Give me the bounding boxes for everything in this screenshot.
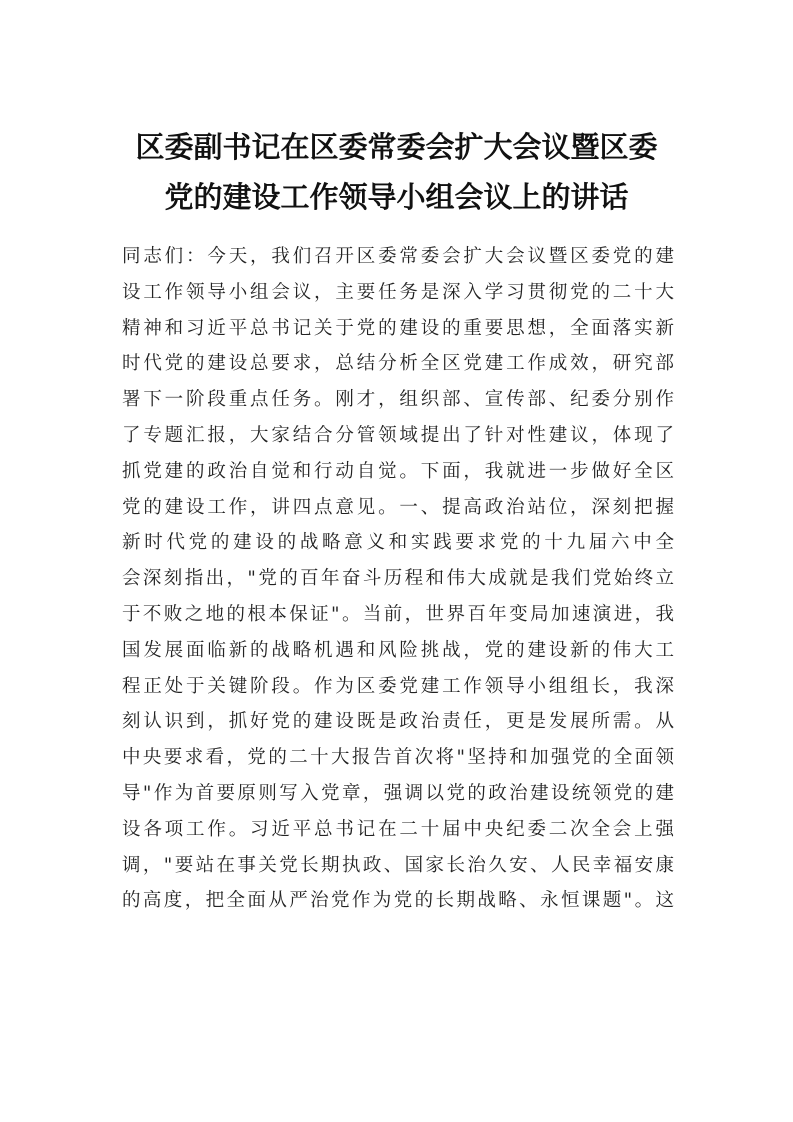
body-line: 精神和习近平总书记关于党的建设的重要思想，全面落实新: [122, 317, 674, 339]
body-line: 设各项工作。习近平总书记在二十届中央纪委二次全会上强: [122, 818, 674, 840]
body-line: 导"作为首要原则写入党章，强调以党的政治建设统领党的建: [122, 782, 674, 804]
body-line: 于不败之地的根本保证"。当前，世界百年变局加速演进，我: [122, 603, 674, 625]
body-line: 国发展面临新的战略机遇和风险挑战，党的建设新的伟大工: [122, 639, 674, 661]
body-paragraph: [122, 239, 674, 919]
body-line: 程正处于关键阶段。作为区委党建工作领导小组组长，我深: [122, 675, 674, 697]
body-line: 的高度，把全面从严治党作为党的长期战略、永恒课题"。这: [122, 890, 674, 912]
body-line: 署下一阶段重点任务。刚才，组织部、宣传部、纪委分别作: [122, 389, 674, 411]
body-line: 时代党的建设总要求，总结分析全区党建工作成效，研究部: [122, 353, 674, 375]
body-line: 会深刻指出，"党的百年奋斗历程和伟大成就是我们党始终立: [122, 568, 674, 590]
body-line: 抓党建的政治自觉和行动自觉。下面，我就进一步做好全区: [122, 460, 674, 482]
body-line: 调，"要站在事关党长期执政、国家长治久安、人民幸福安康: [122, 854, 674, 876]
body-line: 新时代党的建设的战略意义和实践要求党的十九届六中全: [122, 532, 674, 554]
body-line: 中央要求看，党的二十大报告首次将"坚持和加强党的全面领: [122, 747, 674, 769]
body-line: 党的建设工作，讲四点意见。一、提高政治站位，深刻把握: [122, 496, 674, 518]
body-line: 同志们：今天，我们召开区委常委会扩大会议暨区委党的建: [122, 246, 674, 267]
title-line-2: 党的建设工作领导小组会议上的讲话: [164, 180, 629, 214]
body-line: 设工作领导小组会议，主要任务是深入学习贯彻党的二十大: [122, 281, 674, 303]
document-title: [100, 122, 693, 222]
title-line-1: 区委副书记在区委常委会扩大会议暨区委: [135, 130, 658, 164]
body-line: 了专题汇报，大家结合分管领域提出了针对性建议，体现了: [122, 424, 674, 446]
body-line: 刻认识到，抓好党的建设既是政治责任，更是发展所需。从: [122, 711, 674, 733]
